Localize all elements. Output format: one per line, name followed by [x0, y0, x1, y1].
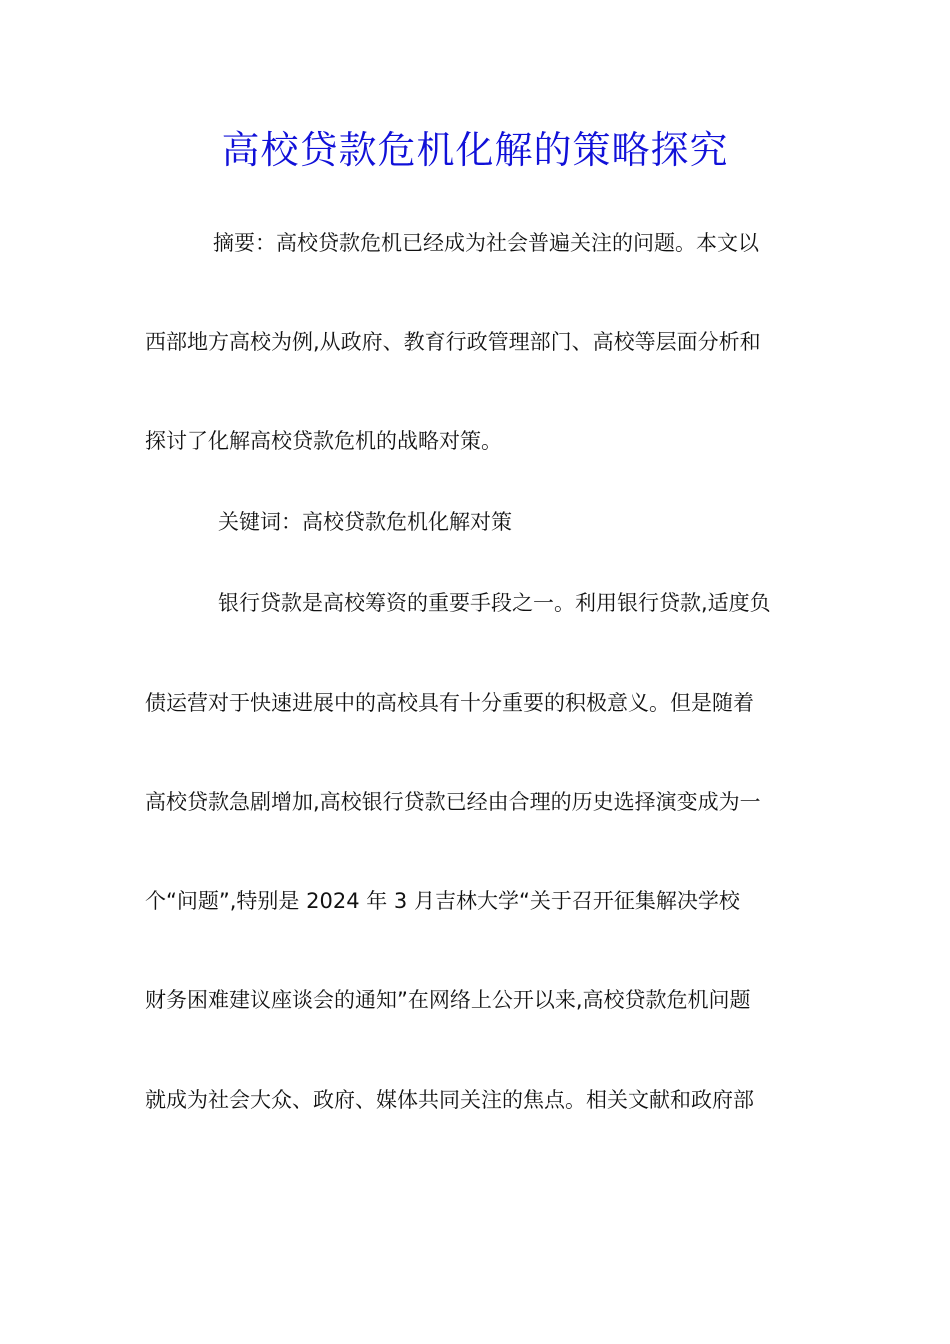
body-line-6: 就成为社会大众、政府、媒体共同关注的焦点。相关文献和政府部 [145, 1088, 754, 1112]
document-title: 高校贷款危机化解的策略探究 [221, 128, 729, 172]
body-line-1: 银行贷款是高校筹资的重要手段之一。利用银行贷款,适度负 [218, 591, 771, 615]
keywords-line: 关键词：高校贷款危机化解对策 [218, 510, 512, 534]
abstract-line-1: 摘要：高校贷款危机已经成为社会普遍关注的问题。本文以 [213, 231, 759, 255]
body-line-5: 财务困难建议座谈会的通知”在网络上公开以来,高校贷款危机问题 [145, 988, 751, 1012]
body-line-2: 债运营对于快速进展中的高校具有十分重要的积极意义。但是随着 [145, 691, 754, 715]
body-line-3: 高校贷款急剧增加,高校银行贷款已经由合理的历史选择演变成为一 [145, 790, 761, 814]
abstract-line-2: 西部地方高校为例,从政府、教育行政管理部门、高校等层面分析和 [145, 330, 761, 354]
body-line-4: 个“问题”,特别是 2024 年 3 月吉林大学“关于召开征集解决学校 [145, 889, 740, 913]
abstract-line-3: 探讨了化解高校贷款危机的战略对策。 [145, 429, 502, 453]
